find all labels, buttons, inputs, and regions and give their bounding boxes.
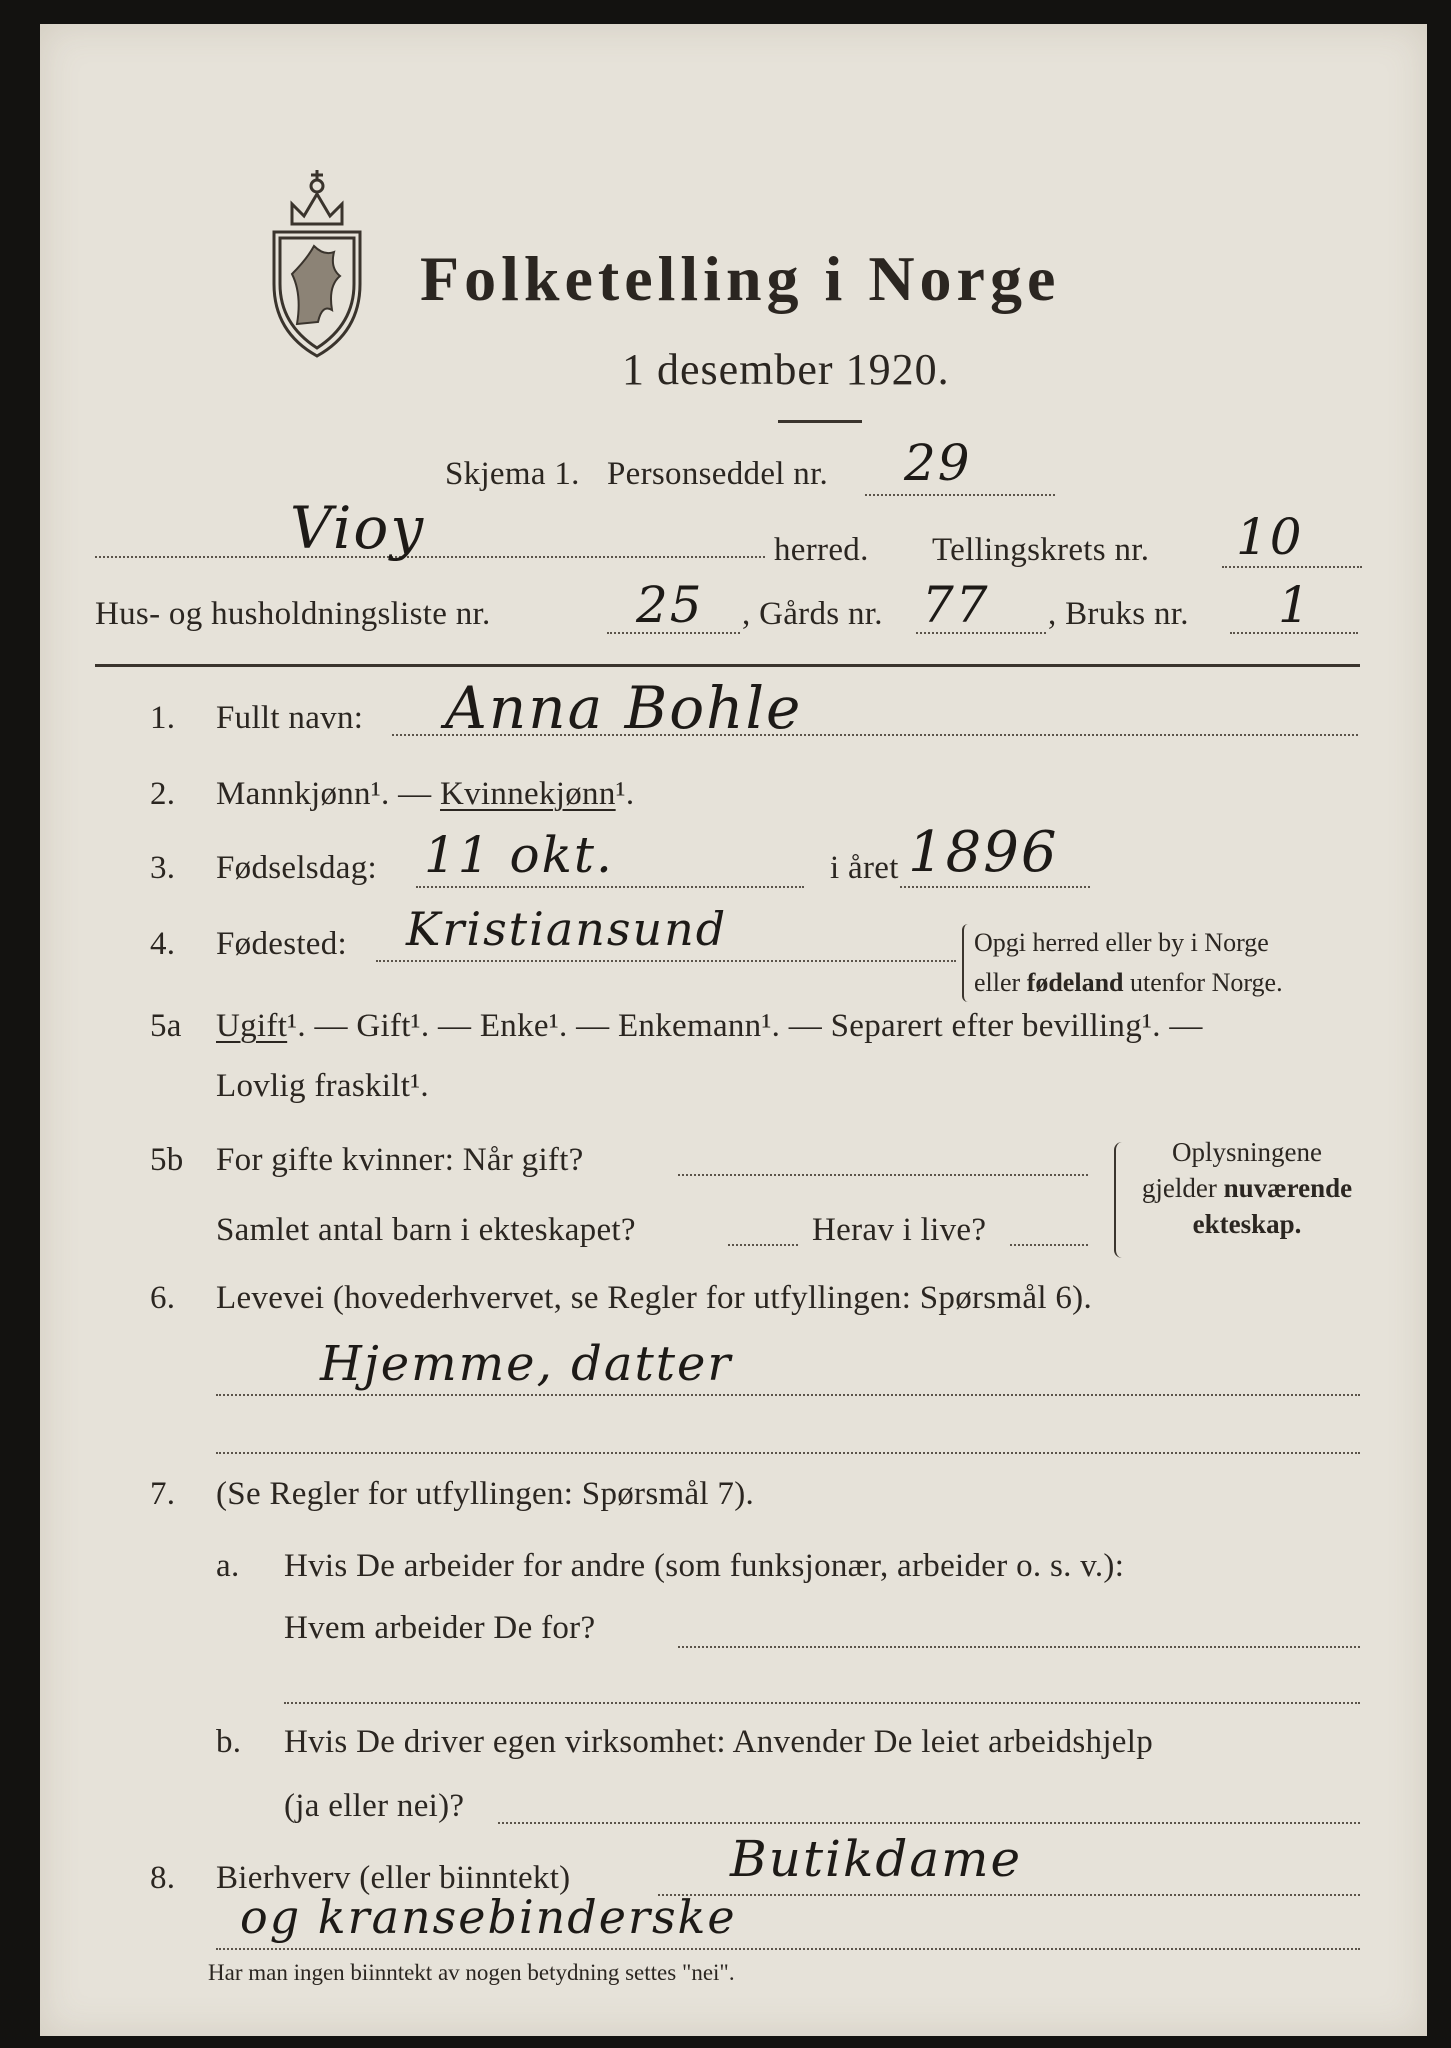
q8-line2 bbox=[216, 1948, 1360, 1950]
marital-status-line2: Lovlig fraskilt¹. bbox=[216, 1068, 429, 1104]
q1-label: Fullt navn: bbox=[216, 700, 364, 736]
marital-status-options: Ugift¹. — Gift¹. — Enke¹. — Enkemann¹. — Separert efter bevilling¹. — bbox=[216, 1008, 1203, 1044]
gards-label: , Gårds nr. bbox=[742, 596, 883, 632]
q5b-brace bbox=[1114, 1142, 1124, 1258]
gards-value[interactable]: 77 bbox=[922, 576, 990, 634]
census-form-sheet bbox=[40, 24, 1427, 2036]
skjema-label: Skjema 1. bbox=[445, 456, 580, 492]
q4-note-line2: eller fødeland utenfor Norge. bbox=[974, 968, 1283, 997]
q1-number: 1. bbox=[150, 700, 176, 736]
q8-label: Bierhverv (eller biinntekt) bbox=[216, 1860, 571, 1896]
side-income-value-line1[interactable]: Butikdame bbox=[730, 1830, 1023, 1888]
q3-number: 3. bbox=[150, 850, 176, 886]
q6-number: 6. bbox=[150, 1280, 176, 1316]
herred-line bbox=[95, 556, 765, 558]
header-rule bbox=[95, 664, 1360, 667]
q7b-letter: b. bbox=[216, 1724, 242, 1760]
q5b-alive-line bbox=[1010, 1244, 1088, 1246]
form-title: Folketelling i Norge bbox=[420, 243, 1061, 314]
footer-note: Har man ingen biinntekt av nogen betydning settes "nei". bbox=[208, 1960, 735, 1985]
q8-line1 bbox=[658, 1894, 1360, 1896]
q4-line bbox=[376, 960, 956, 962]
birthplace-value[interactable]: Kristiansund bbox=[406, 902, 728, 956]
q7-label: (Se Regler for utfyllingen: Spørsmål 7). bbox=[216, 1476, 755, 1512]
q3-line bbox=[416, 886, 804, 888]
q7a-letter: a. bbox=[216, 1548, 240, 1584]
q3-label: Fødselsdag: bbox=[216, 850, 377, 886]
gender-male[interactable]: Mannkjønn¹. — bbox=[216, 776, 432, 812]
q5b-alive-label: Herav i live? bbox=[812, 1212, 987, 1248]
q4-brace bbox=[962, 924, 970, 1002]
full-name-value[interactable]: Anna Bohle bbox=[445, 674, 803, 742]
q4-note-line1: Opgi herred eller by i Norge bbox=[974, 928, 1269, 957]
q7a-line1: Hvis De arbeider for andre (som funksjonær, arbeider o. s. v.): bbox=[284, 1548, 1125, 1584]
side-income-value-line2[interactable]: og kransebinderske bbox=[240, 1890, 737, 1944]
tellingskrets-value[interactable]: 10 bbox=[1236, 508, 1304, 566]
q5b-line1: For gifte kvinner: Når gift? bbox=[216, 1142, 584, 1178]
birthdate-value[interactable]: 11 okt. bbox=[424, 826, 614, 884]
q7a-line2: Hvem arbeider De for? bbox=[284, 1610, 596, 1646]
hus-label: Hus- og husholdningsliste nr. bbox=[95, 596, 491, 632]
herred-label: herred. bbox=[774, 532, 869, 568]
personseddel-value[interactable]: 29 bbox=[904, 434, 972, 492]
q7-number: 7. bbox=[150, 1476, 176, 1512]
q7a-line-extra bbox=[284, 1702, 1360, 1704]
q6-line2 bbox=[216, 1452, 1360, 1454]
birthyear-value[interactable]: 1896 bbox=[908, 820, 1059, 885]
q5b-children-label: Samlet antal barn i ekteskapet? bbox=[216, 1212, 636, 1248]
herred-value[interactable]: Vioy bbox=[290, 494, 426, 562]
q2-number: 2. bbox=[150, 776, 176, 812]
title-divider bbox=[778, 420, 862, 423]
q7a-line bbox=[678, 1646, 1360, 1648]
gender-options: Mannkjønn¹. — Kvinnekjønn¹. bbox=[216, 776, 635, 812]
occupation-value[interactable]: Hjemme, datter bbox=[320, 1336, 733, 1392]
q4-label: Fødested: bbox=[216, 926, 348, 962]
personseddel-label: Personseddel nr. bbox=[607, 456, 829, 492]
q5b-number: 5b bbox=[150, 1142, 184, 1178]
q7b-line1: Hvis De driver egen virksomhet: Anvender De leiet arbeidshjelp bbox=[284, 1724, 1154, 1760]
gender-female-selected[interactable]: Kvinnekjønn bbox=[440, 776, 616, 812]
q4-number: 4. bbox=[150, 926, 176, 962]
q7b-line2: (ja eller nei)? bbox=[284, 1788, 465, 1824]
q5b-when-line bbox=[678, 1174, 1088, 1176]
tellingskrets-line bbox=[1222, 566, 1362, 568]
q6-line1 bbox=[216, 1394, 1360, 1396]
q7b-line bbox=[498, 1822, 1360, 1824]
census-date: 1 desember 1920. bbox=[622, 345, 950, 394]
bruks-value[interactable]: 1 bbox=[1278, 576, 1312, 634]
q5b-note: Oplysningene gjelder nuværende ekteskap. bbox=[1141, 1137, 1353, 1239]
q5a-number: 5a bbox=[150, 1008, 182, 1044]
hus-value[interactable]: 25 bbox=[636, 576, 704, 634]
q3-year-line bbox=[900, 886, 1090, 888]
marital-ugift-selected[interactable]: Ugift bbox=[216, 1008, 288, 1044]
q3-year-label: i året bbox=[830, 850, 899, 886]
tellingskrets-label: Tellingskrets nr. bbox=[932, 532, 1150, 568]
q8-number: 8. bbox=[150, 1860, 176, 1896]
q6-label: Levevei (hovederhvervet, se Regler for utfyllingen: Spørsmål 6). bbox=[216, 1280, 1093, 1316]
bruks-label: , Bruks nr. bbox=[1048, 596, 1189, 632]
q5b-children-line bbox=[728, 1244, 798, 1246]
personseddel-line bbox=[865, 494, 1055, 496]
norwegian-coat-of-arms-icon bbox=[262, 164, 372, 364]
